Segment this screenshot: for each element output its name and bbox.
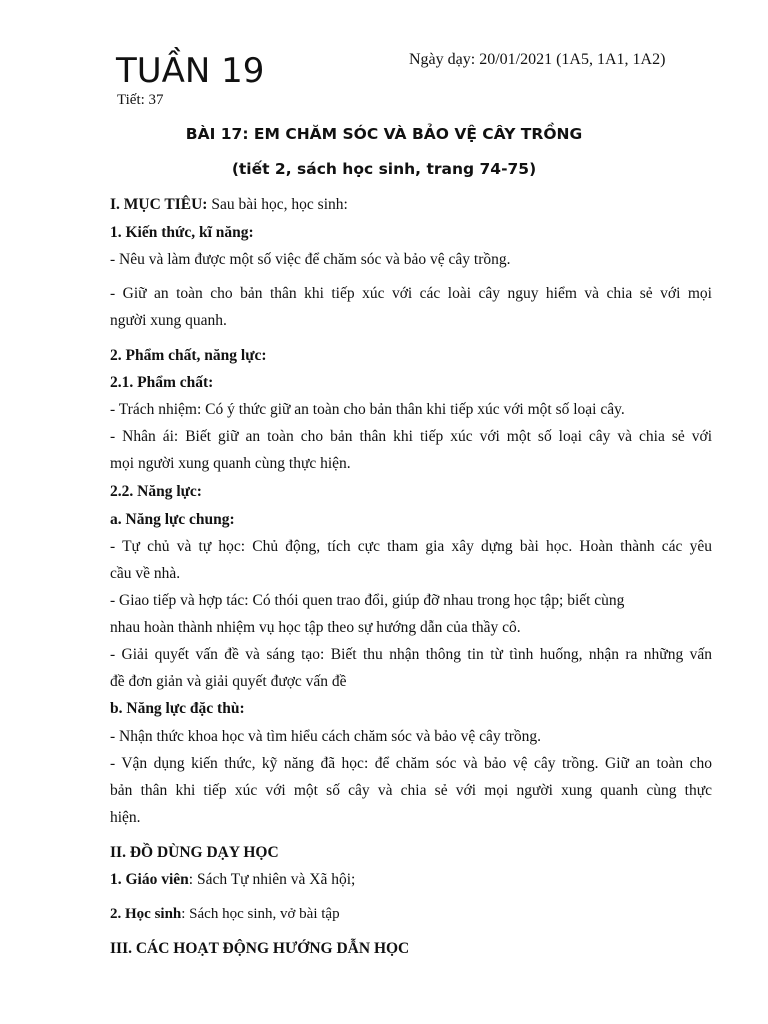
general-item: - Tự chủ và tự học: Chủ động, tích cực tham gia xây dựng bài học. Hoàn thành các yêu: [110, 538, 712, 555]
lesson-subtitle: (tiết 2, sách học sinh, trang 74-75): [231, 160, 537, 178]
specific-item: - Vận dụng kiến thức, kỹ năng đã học: để chăm sóc và bảo vệ cây trồng. Giữ an toàn cho: [110, 755, 712, 772]
activities-heading: III. CÁC HOẠT ĐỘNG HƯỚNG DẪN HỌC: [110, 940, 410, 957]
general-item: - Giải quyết vấn đề và sáng tạo: Biết thu nhận thông tin từ tình huống, nhận ra những vấn: [110, 646, 712, 663]
knowledge-item-cont: người xung quanh.: [110, 312, 227, 329]
general-competency-heading: a. Năng lực chung:: [110, 511, 235, 528]
week-heading: TUẦN 19: [116, 51, 265, 91]
competency-heading: 2.2. Năng lực:: [110, 483, 202, 500]
student-materials: [110, 904, 340, 924]
knowledge-heading: 1. Kiến thức, kĩ năng:: [110, 224, 254, 241]
materials-heading: II. ĐỒ DÙNG DẠY HỌC: [110, 844, 279, 861]
general-item: - Giao tiếp và hợp tác: Có thói quen trao đổi, giúp đỡ nhau trong học tập; biết cùng: [110, 592, 625, 609]
period-number: Tiết: 37: [117, 92, 164, 108]
qualities-subheading: 2.1. Phẩm chất:: [110, 374, 214, 391]
objectives-intro: Sau bài học, học sinh:: [207, 196, 348, 213]
objectives-line: [110, 195, 348, 215]
quality-item: - Trách nhiệm: Có ý thức giữ an toàn cho bản thân khi tiếp xúc với một số loại cây.: [110, 401, 625, 418]
student-text: : Sách học sinh, vở bài tập: [181, 906, 340, 922]
specific-competency-heading: b. Năng lực đặc thù:: [110, 700, 245, 717]
general-item-cont: đề đơn giản và giải quyết được vấn đề: [110, 673, 347, 690]
quality-item-cont: mọi người xung quanh cùng thực hiện.: [110, 455, 351, 472]
teacher-text: : Sách Tự nhiên và Xã hội;: [188, 871, 356, 888]
objectives-heading: I. MỤC TIÊU:: [110, 196, 208, 213]
teacher-materials: [110, 870, 355, 890]
qualities-heading: 2. Phẩm chất, năng lực:: [110, 347, 267, 364]
general-item-cont: nhau hoàn thành nhiệm vụ học tập theo sự hướng dẫn của thầy cô.: [110, 619, 521, 636]
teacher-label: 1. Giáo viên: [110, 871, 189, 888]
knowledge-item: - Nêu và làm được một số việc để chăm sóc và bảo vệ cây trồng.: [110, 251, 511, 268]
student-label: 2. Học sinh: [110, 906, 182, 922]
specific-item-cont: bản thân khi tiếp xúc với một số cây và chia sẻ với mọi người xung quanh cùng thực: [110, 782, 712, 799]
quality-item: - Nhân ái: Biết giữ an toàn cho bản thân khi tiếp xúc với một số loại cây và chia sẻ với: [110, 428, 712, 445]
knowledge-item: - Giữ an toàn cho bản thân khi tiếp xúc với các loài cây nguy hiểm và chia sẻ với mọi: [110, 285, 712, 302]
lesson-title: BÀI 17: EM CHĂM SÓC VÀ BẢO VỆ CÂY TRỒNG: [185, 125, 583, 143]
teaching-date: Ngày dạy: 20/01/2021 (1A5, 1A1, 1A2): [409, 51, 666, 68]
specific-item: - Nhận thức khoa học và tìm hiểu cách chăm sóc và bảo vệ cây trồng.: [110, 728, 542, 745]
specific-item-cont: hiện.: [110, 809, 141, 826]
general-item-cont: cầu về nhà.: [110, 565, 181, 582]
